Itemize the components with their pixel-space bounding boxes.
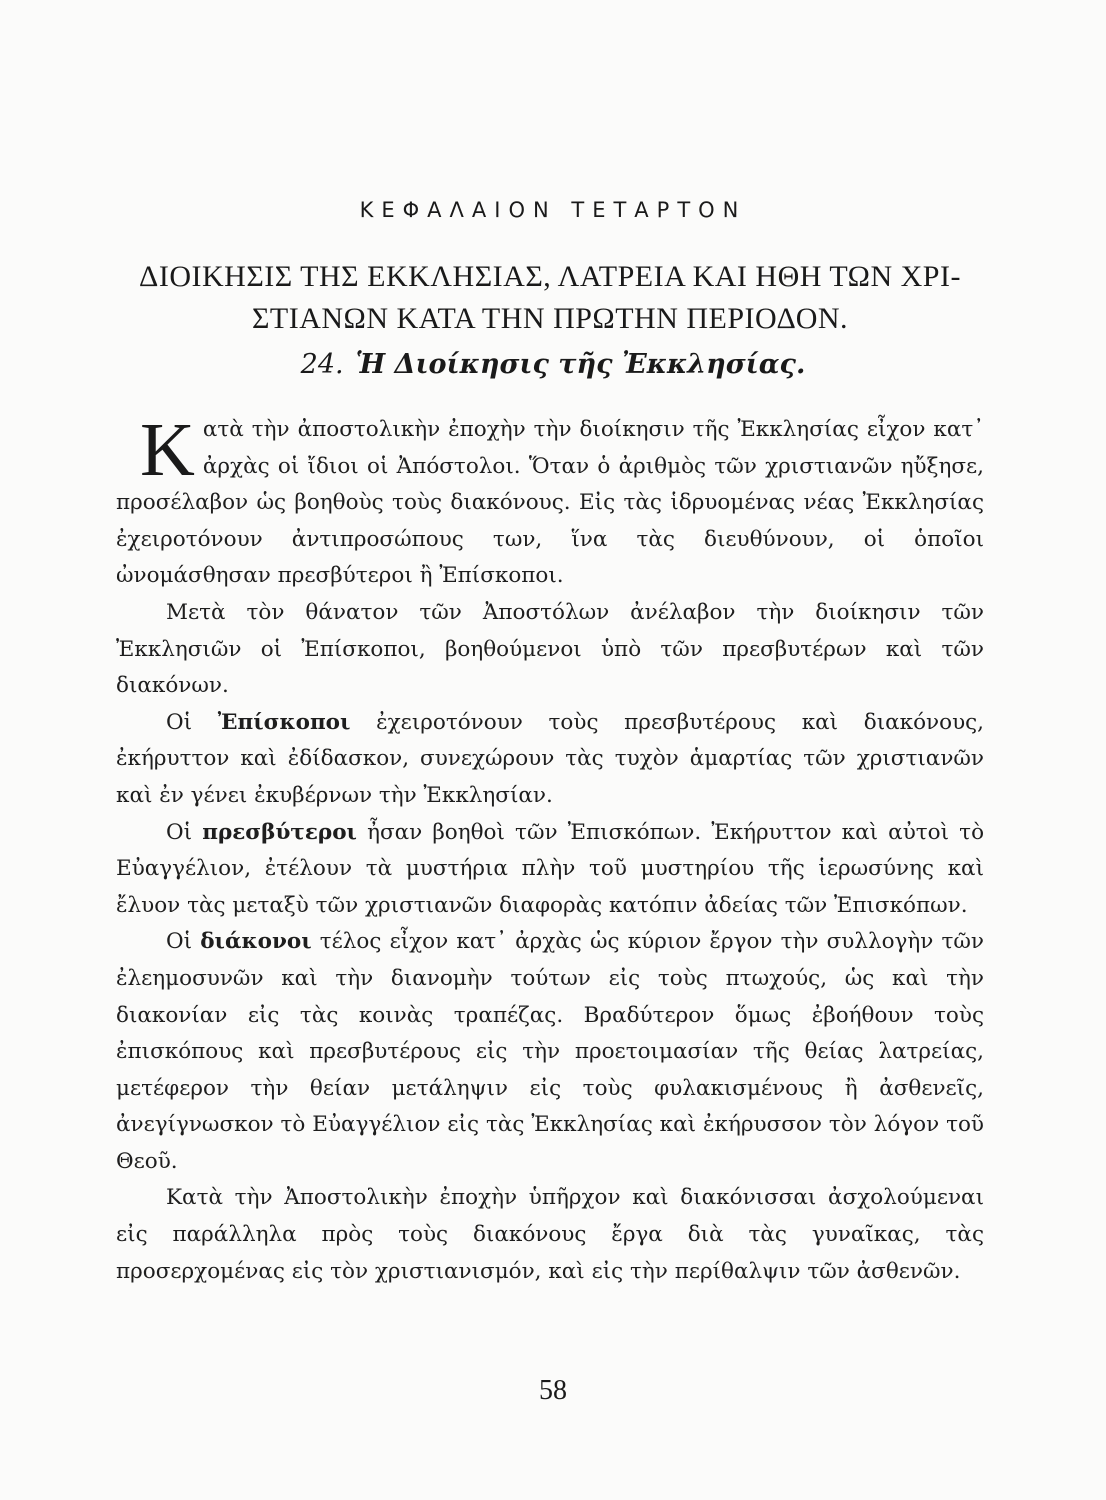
paragraph-2 — [116, 595, 984, 705]
paragraph-1-text: ατὰ τὴν ἀποστολικὴν ἐποχὴν τὴν διοίκησιν τῆς Ἐκκλησίας εἶχον κατ᾽ ἀρχὰς οἱ ἴδιοι οἱ Ἀπόστολοι. Ὅταν ὁ ἀριθμὸς τῶν χριστιανῶν ηὔξησε, προσέλαβον ὡς βοηθοὺς τοὺς διακόνους. Εἰς τὰς ἱδρυομένας νέας Ἐκκλησίας ἐχειροτόνουν ἀντιπροσώπους των, ἵνα τὰς διευθύνουν, οἱ ὁποῖοι ὠνομάσθησαν πρεσβύτεροι ἢ Ἐπίσκοποι. — [116, 417, 984, 589]
paragraph-2-text: Μετὰ τὸν θάνατον τῶν Ἀποστόλων ἀνέλαβον τὴν διοίκησιν τῶν Ἐκκλησιῶν οἱ Ἐπίσκοποι, βοηθούμενοι ὑπὸ τῶν πρεσβυτέρων καὶ τῶν διακόνων. — [116, 599, 984, 699]
chapter-title-line-2: ΣΤΙΑΝΩΝ ΚΑΤΑ ΤΗΝ ΠΡΩΤΗΝ ΠΕΡΙΟΔΟΝ. — [251, 302, 849, 335]
paragraph-3-lead: Οἱ — [166, 709, 218, 735]
term-deacons: διάκονοι — [200, 929, 312, 955]
section-title: Ἡ Διοίκησις τῆς Ἐκκλησίας. — [355, 349, 806, 380]
paragraph-1 — [116, 408, 984, 595]
chapter-title — [110, 256, 990, 340]
chapter-title-line-1: ΔΙΟΙΚΗΣΙΣ ΤΗΣ ΕΚΚΛΗΣΙΑΣ, ΛΑΤΡΕΙΑ ΚΑΙ ΗΘΗ ΤΩΝ ΧΡΙ- — [139, 260, 961, 293]
paragraph-3 — [116, 705, 984, 815]
paragraph-4-lead: Οἱ — [166, 819, 203, 845]
term-bishops: Ἐπίσκοποι — [217, 709, 351, 735]
body-text — [116, 408, 985, 1290]
paragraph-3-text: ἐχειροτόνουν τοὺς πρεσβυτέρους καὶ διακόνους, ἐκήρυττον καὶ ἐδίδασκον, συνεχώρουν τὰς τυχὸν ἁμαρτίας τῶν χριστιανῶν καὶ ἐν γένει ἐκυβέρνων τὴν Ἐκκλησίαν. — [116, 709, 985, 808]
chapter-label: ΚΕΦΑΛΑΙΟΝ ΤΕΤΑΡΤΟΝ — [359, 198, 747, 222]
paragraph-6-text: Κατὰ τὴν Ἀποστολικὴν ἐποχὴν ὑπῆρχον καὶ διακόνισσαι ἀσχολούμεναι εἰς παράλληλα πρὸς τοὺς διακόνους ἔργα διὰ τὰς γυναῖκας, τὰς προσερχομένας εἰς τὸν χριστιανισμόν, καὶ εἰς τὴν περίθαλψιν τῶν ἀσθενῶν. — [116, 1185, 984, 1284]
drop-cap: Κ — [140, 408, 195, 492]
term-presbyters: πρεσβύτεροι — [202, 819, 357, 845]
section-number: 24. — [300, 349, 344, 380]
paragraph-5-text: τέλος εἶχον κατ᾽ ἀρχὰς ὡς κύριον ἔργον τὴν συλλογὴν τῶν ἐλεημοσυνῶν καὶ τὴν διανομὴν τούτων εἰς τοὺς πτωχούς, ὡς καὶ τὴν διακονίαν εἰς τὰς κοινὰς τραπέζας. Βραδύτερον ὅμως ἐβοήθουν τοὺς ἐπισκόπους καὶ πρεσβυτέρους εἰς τὴν προετοιμασίαν τῆς θείας λατρείας, μετέφερον τὴν θείαν μετάληψιν εἰς τοὺς φυλακισμένους ἢ ἀσθενεῖς, ἀνεγίγνωσκον τὸ Εὐαγγέλιον εἰς τὰς Ἐκκλησίας καὶ ἐκήρυσσον τὸν λόγον τοῦ Θεοῦ. — [116, 929, 984, 1174]
page-number: 58 — [539, 1375, 567, 1406]
section-heading — [0, 349, 1106, 380]
paragraph-5 — [116, 924, 984, 1180]
paragraph-4-text: ἦσαν βοηθοὶ τῶν Ἐπισκόπων. Ἐκήρυττον καὶ αὐτοὶ τὸ Εὐαγγέλιον, ἐτέλουν τὰ μυστήρια πλὴν τοῦ μυστηρίου τῆς ἱερωσύνης καὶ ἔλυον τὰς μεταξὺ τῶν χριστιανῶν διαφορὰς κατόπιν ἀδείας τῶν Ἐπισκόπων. — [116, 819, 985, 918]
paragraph-4 — [116, 815, 984, 925]
paragraph-5-lead: Οἱ — [166, 929, 201, 955]
paragraph-6 — [116, 1180, 984, 1290]
